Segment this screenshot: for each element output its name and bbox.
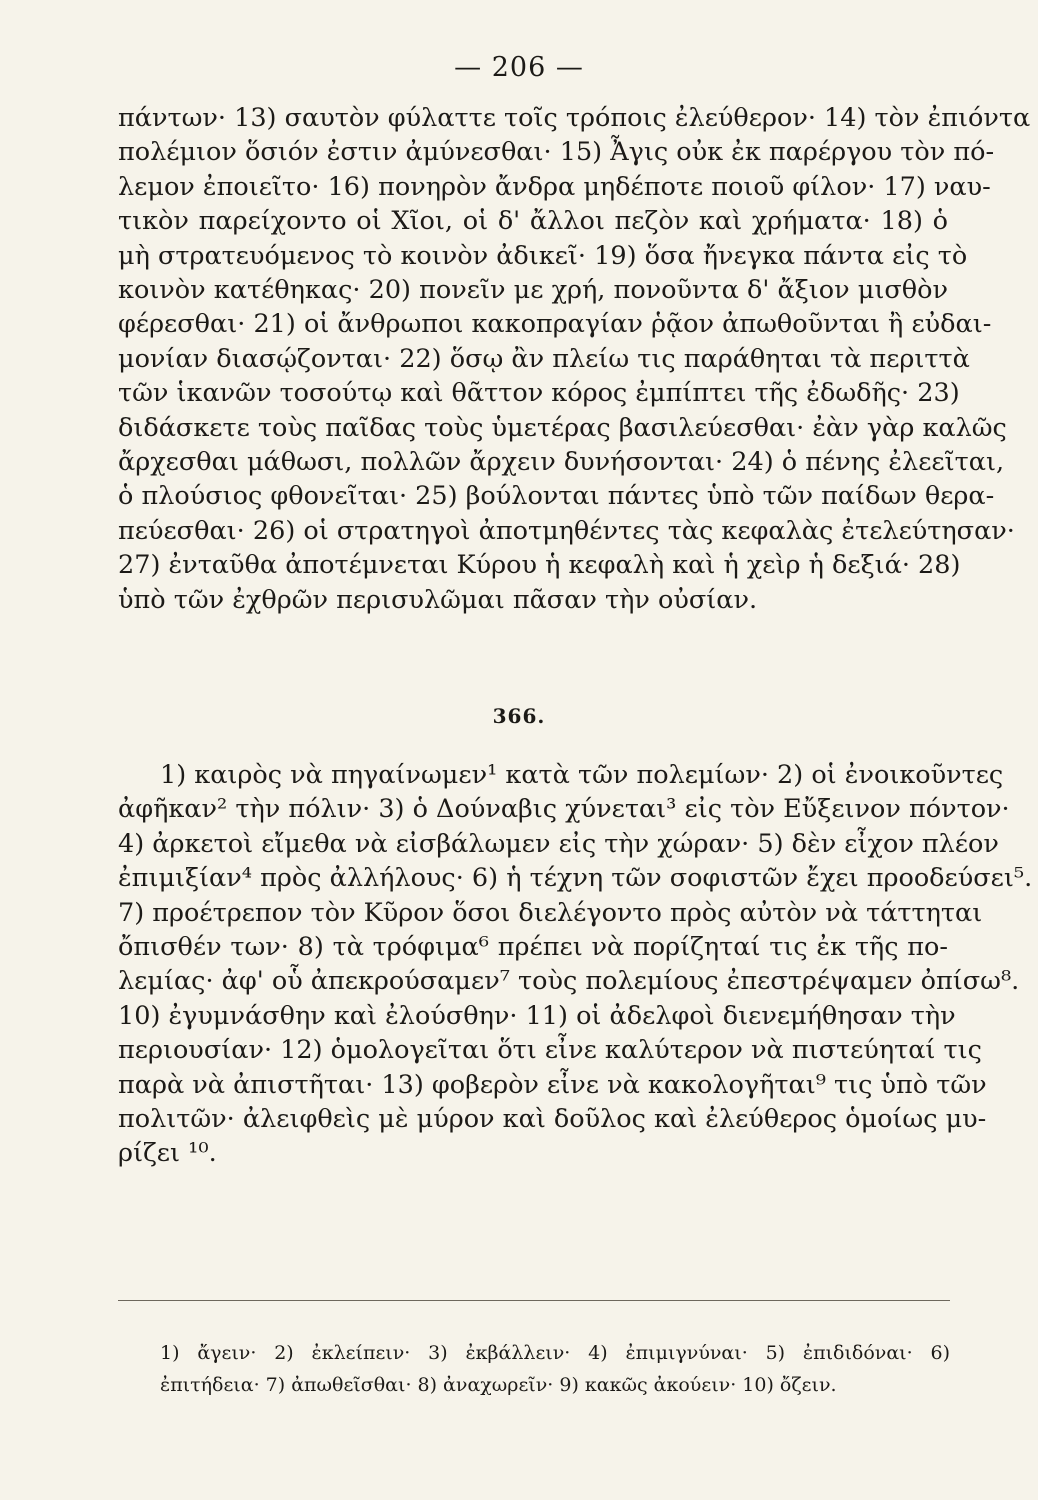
exercise-366-text bbox=[118, 758, 1033, 1171]
text-line: λεμον ἐποιεῖτο· 16) πονηρὸν ἄνδρα μηδέποτε ποιοῦ φίλον· 17) ναυ- bbox=[118, 171, 991, 202]
text-line: ὁ πλούσιος φθονεῖται· 25) βούλονται πάντες ὑπὸ τῶν παίδων θερα- bbox=[118, 481, 995, 512]
text-line: περιουσίαν· 12) ὁμολογεῖται ὅτι εἶνε καλύτερον νὰ πιστεύηταί τις bbox=[118, 1035, 982, 1066]
text-line: ρίζει ¹⁰. bbox=[118, 1138, 217, 1169]
section-number: 366. bbox=[492, 704, 546, 728]
text-line: λεμίας· ἀφ' οὗ ἀπεκρούσαμεν⁷ τοὺς πολεμίους ἐπεστρέψαμεν ὀπίσω⁸. bbox=[118, 966, 1020, 997]
text-line: 10) ἐγυμνάσθην καὶ ἐλούσθην· 11) οἱ ἀδελφοὶ διενεμήθησαν τὴν bbox=[118, 1000, 956, 1031]
text-line: ἄρχεσθαι μάθωσι, πολλῶν ἄρχειν δυνήσονται· 24) ὁ πένης ἐλεεῖται, bbox=[118, 447, 1005, 478]
text-line: πάντων· 13) σαυτὸν φύλαττε τοῖς τρόποις ἐλεύθερον· 14) τὸν ἐπιόντα bbox=[118, 103, 1031, 133]
text-line: πολέμιον ὅσιόν ἐστιν ἀμύνεσθαι· 15) Ἆγις οὐκ ἐκ παρέργου τὸν πό- bbox=[118, 137, 995, 168]
exercise-continuation-text bbox=[118, 101, 1031, 617]
text-line: 4) ἀρκετοὶ εἴμεθα νὰ εἰσβάλωμεν εἰς τὴν χώραν· 5) δὲν εἶχον πλέον bbox=[118, 828, 999, 859]
text-line: τικὸν παρείχοντο οἱ Χῖοι, οἱ δ' ἄλλοι πεζὸν καὶ χρήματα· 18) ὁ bbox=[118, 206, 948, 237]
text-line: ὑπὸ τῶν ἐχθρῶν περισυλῶμαι πᾶσαν τὴν οὐσίαν. bbox=[118, 584, 758, 615]
footnote-divider bbox=[118, 1300, 950, 1301]
text-line: πεύεσθαι· 26) οἱ στρατηγοὶ ἀποτμηθέντες τὰς κεφαλὰς ἐτελεύτησαν· bbox=[118, 515, 1015, 546]
text-line: 7) προέτρεπον τὸν Κῦρον ὅσοι διελέγοντο πρὸς αὐτὸν νὰ τάττηται bbox=[118, 897, 983, 928]
text-line: διδάσκετε τοὺς παῖδας τοὺς ὑμετέρας βασιλεύεσθαι· ἐὰν γὰρ καλῶς bbox=[118, 412, 1007, 443]
text-line: 27) ἐνταῦθα ἀποτέμνεται Κύρου ἡ κεφαλὴ καὶ ἡ χεὶρ ἡ δεξιά· 28) bbox=[118, 550, 961, 581]
text-line: ἀφῆκαν² τὴν πόλιν· 3) ὁ Δούναβις χύνεται³ εἰς τὸν Εὔξεινον πόντον· bbox=[118, 794, 1010, 825]
text-line: μὴ στρατευόμενος τὸ κοινὸν ἀδικεῖ· 19) ὅσα ἤνεγκα πάντα εἰς τὸ bbox=[118, 240, 968, 271]
footnote-line: ἐπιτήδεια· 7) ἀπωθεῖσθαι· 8) ἀναχωρεῖν· 9) κακῶς ἀκούειν· 10) ὄζειν. bbox=[160, 1374, 837, 1396]
text-line: ἐπιμιξίαν⁴ πρὸς ἀλλήλους· 6) ἡ τέχνη τῶν σοφιστῶν ἔχει προοδεύσει⁵. bbox=[118, 863, 1033, 894]
footnote-line: 1) ἄγειν· 2) ἐκλείπειν· 3) ἐκβάλλειν· 4) ἐπιμιγνύναι· 5) ἐπιδιδόναι· 6) bbox=[160, 1342, 950, 1364]
text-line: ὄπισθέν των· 8) τὰ τρόφιμα⁶ πρέπει νὰ πορίζηταί τις ἐκ τῆς πο- bbox=[118, 932, 948, 963]
text-line: τῶν ἱκανῶν τοσούτῳ καὶ θᾶττον κόρος ἐμπίπτει τῆς ἐδωδῆς· 23) bbox=[118, 378, 960, 409]
footnotes bbox=[160, 1337, 950, 1401]
text-line: 1) καιρὸς νὰ πηγαίνωμεν¹ κατὰ τῶν πολεμίων· 2) οἱ ἐνοικοῦντες bbox=[160, 760, 1004, 790]
text-line: μονίαν διασῴζονται· 22) ὅσῳ ἂν πλείω τις παράθηται τὰ περιττὰ bbox=[118, 343, 970, 374]
text-line: πολιτῶν· ἀλειφθεὶς μὲ μύρον καὶ δοῦλος καὶ ἐλεύθερος ὁμοίως μυ- bbox=[118, 1104, 987, 1135]
page-number: — 206 — bbox=[454, 52, 584, 83]
text-line: παρὰ νὰ ἀπιστῆται· 13) φοβερὸν εἶνε νὰ κακολογῆται⁹ τις ὑπὸ τῶν bbox=[118, 1069, 987, 1100]
text-line: φέρεσθαι· 21) οἱ ἄνθρωποι κακοπραγίαν ῥᾷον ἀπωθοῦνται ἢ εὐδαι- bbox=[118, 309, 992, 340]
text-line: κοινὸν κατέθηκας· 20) πονεῖν με χρή, πονοῦντα δ' ἄξιον μισθὸν bbox=[118, 275, 948, 306]
